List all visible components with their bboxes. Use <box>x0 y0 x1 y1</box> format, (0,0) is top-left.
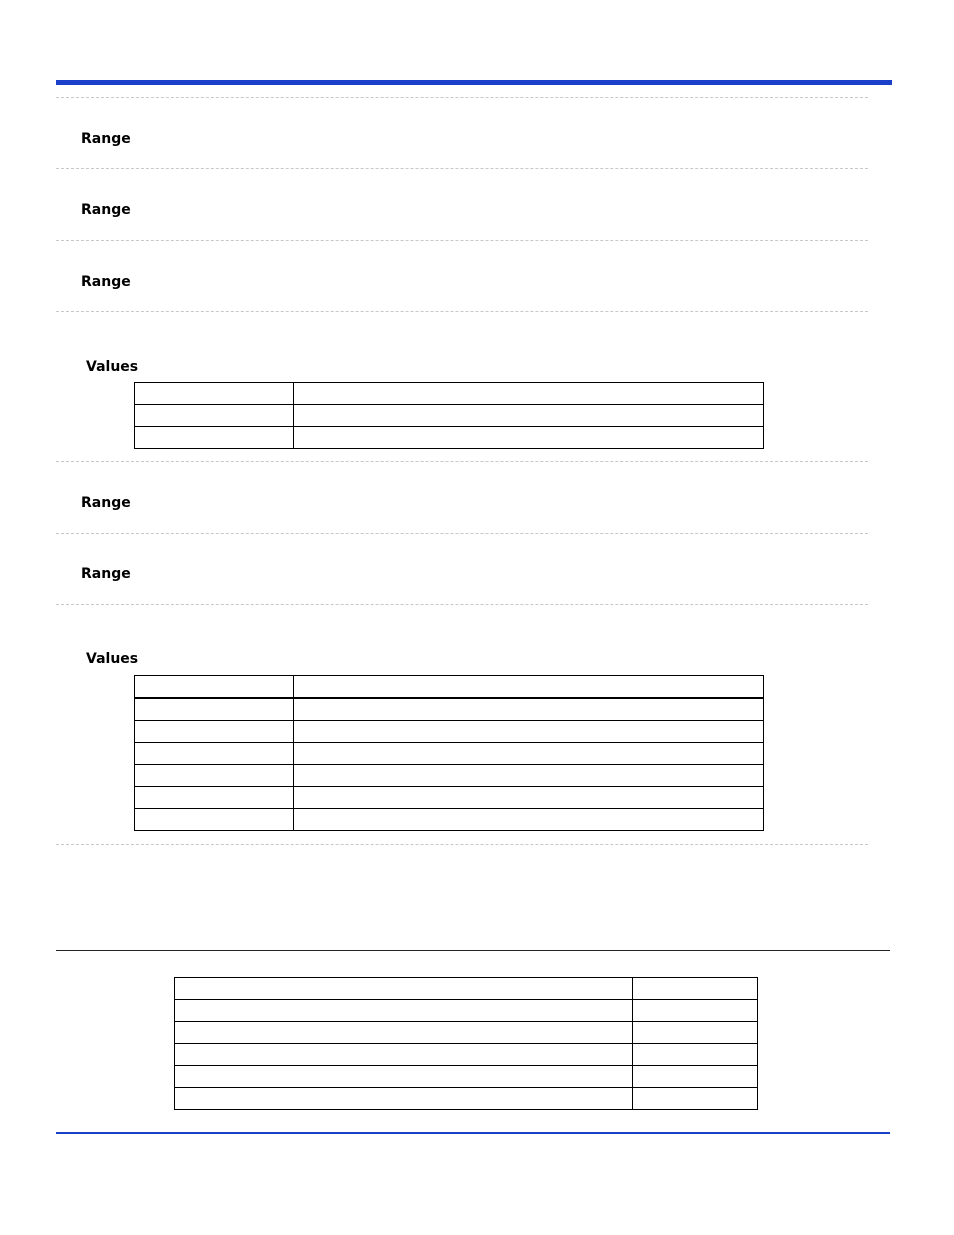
table-row <box>135 405 764 427</box>
divider <box>56 604 868 605</box>
divider <box>56 311 868 312</box>
table-cell <box>633 1022 758 1044</box>
table-cell <box>135 676 294 699</box>
table-cell <box>633 1000 758 1022</box>
table-cell <box>135 698 294 721</box>
table-cell <box>294 676 764 699</box>
table-row <box>175 1022 758 1044</box>
table-cell <box>175 1088 633 1110</box>
table-cell <box>294 809 764 831</box>
table-cell <box>294 405 764 427</box>
table-cell <box>294 743 764 765</box>
table-row <box>175 1044 758 1066</box>
divider <box>56 533 868 534</box>
table-cell <box>135 405 294 427</box>
header-rule <box>56 80 892 85</box>
table-row <box>135 427 764 449</box>
table-cell <box>294 721 764 743</box>
table-cell <box>175 978 633 1000</box>
table-cell <box>294 383 764 405</box>
range-label: Range <box>81 495 131 511</box>
table-row <box>135 383 764 405</box>
table-row <box>135 765 764 787</box>
summary-table <box>174 977 758 1110</box>
table-cell <box>175 1022 633 1044</box>
values-table <box>134 382 764 449</box>
divider <box>56 97 868 98</box>
table-cell <box>294 698 764 721</box>
range-label: Range <box>81 202 131 218</box>
table-cell <box>135 765 294 787</box>
range-label: Range <box>81 131 131 147</box>
divider <box>56 240 868 241</box>
footer-rule <box>56 1132 890 1134</box>
divider <box>56 461 868 462</box>
table-cell <box>135 743 294 765</box>
table-cell <box>175 1000 633 1022</box>
table-row <box>175 1066 758 1088</box>
table-row <box>135 743 764 765</box>
divider <box>56 168 868 169</box>
table-row <box>175 1088 758 1110</box>
table-row <box>135 721 764 743</box>
range-label: Range <box>81 566 131 582</box>
table-cell <box>294 765 764 787</box>
table-row <box>175 978 758 1000</box>
table-cell <box>294 787 764 809</box>
table-row <box>135 809 764 831</box>
table-row <box>175 1000 758 1022</box>
table-row <box>135 787 764 809</box>
table-cell <box>633 978 758 1000</box>
table-cell <box>633 1044 758 1066</box>
table-cell <box>135 787 294 809</box>
table-cell <box>294 427 764 449</box>
table-cell <box>175 1066 633 1088</box>
table-cell <box>633 1066 758 1088</box>
table-cell <box>135 809 294 831</box>
range-label: Range <box>81 274 131 290</box>
values-table <box>134 675 764 831</box>
table-cell <box>135 383 294 405</box>
table-row <box>135 698 764 721</box>
table-cell <box>135 427 294 449</box>
divider <box>56 844 868 845</box>
table-cell <box>175 1044 633 1066</box>
section-rule <box>56 950 890 951</box>
table-cell <box>135 721 294 743</box>
table-header-row <box>135 676 764 699</box>
values-label: Values <box>86 651 139 667</box>
values-label: Values <box>86 359 139 375</box>
table-cell <box>633 1088 758 1110</box>
